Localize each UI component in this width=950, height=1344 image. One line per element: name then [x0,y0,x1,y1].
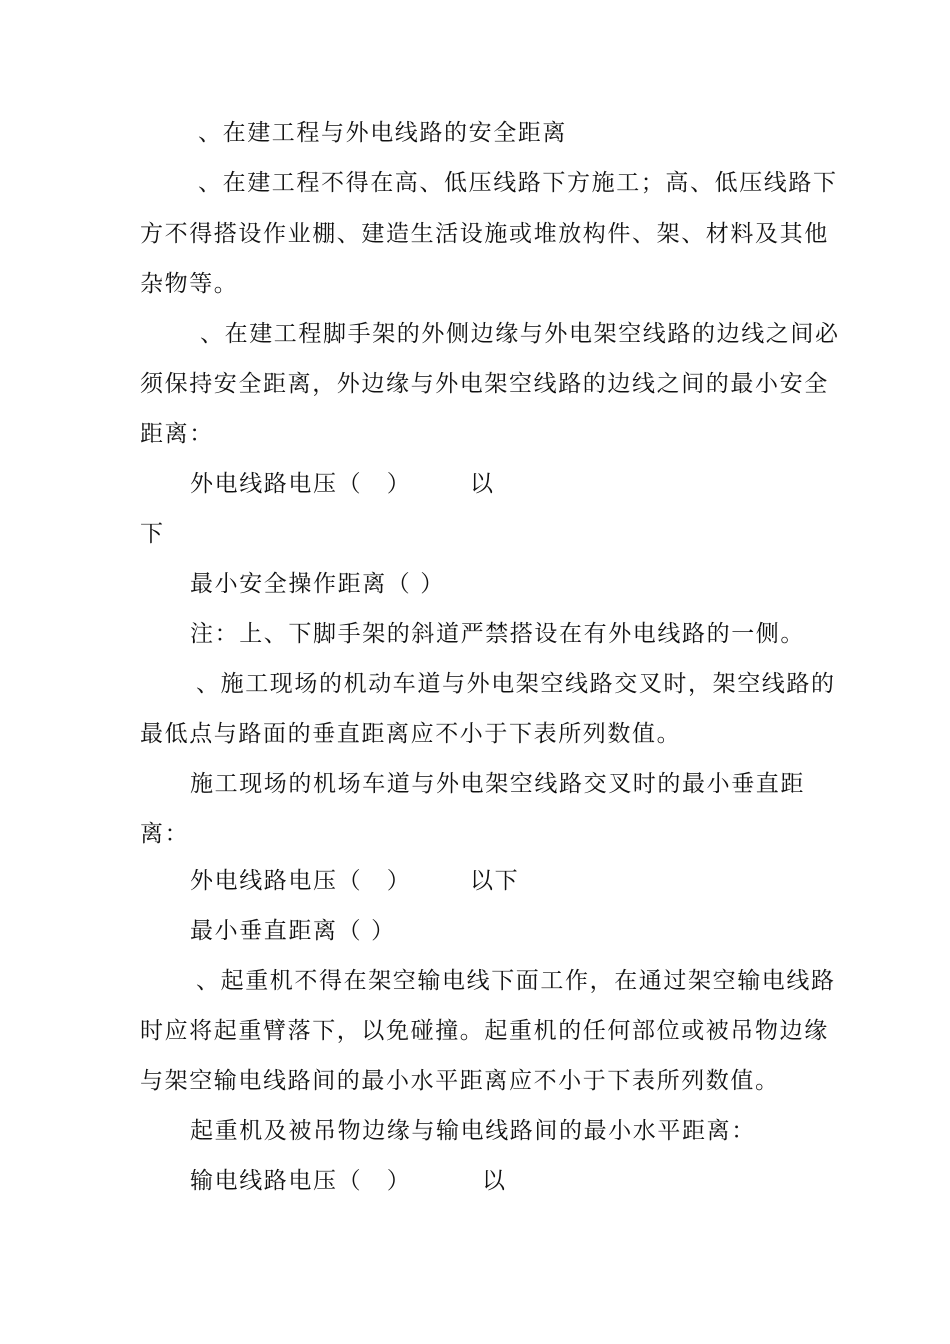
table-row-value: 以 [482,1168,507,1194]
table-row-value: 以 [470,471,495,497]
paragraph-line: 距离： [140,421,214,447]
paragraph-line: 须保持安全距离，外边缘与外电架空线路的边线之间的最小安全 [140,371,829,397]
paragraph-line: 与架空输电线路间的最小水平距离应不小于下表所列数值。 [140,1068,780,1094]
table-row-label: 最小垂直距离（ ） [190,918,396,944]
section-heading: 、在建工程与外电线路的安全距离 [198,120,567,146]
paragraph-line: 、施工现场的机动车道与外电架空线路交叉时，架空线路的 [196,671,836,697]
table-row-label: 外电线路电压（ ） [190,868,412,894]
note-line: 注：上、下脚手架的斜道严禁搭设在有外电线路的一侧。 [190,621,805,647]
paragraph-line: 杂物等。 [140,271,239,297]
paragraph-line: 方不得搭设作业棚、建造生活设施或堆放构件、架、材料及其他 [140,221,829,247]
table-row-label: 外电线路电压（ ） [190,471,412,497]
table-row-value: 以下 [470,868,520,894]
table-row-label: 最小安全操作距离（ ） [190,571,445,597]
table-row-label: 输电线路电压（ ） [190,1168,412,1194]
table-caption: 离： [140,821,190,847]
table-row-value: 下 [140,521,165,547]
paragraph-line: 最低点与路面的垂直距离应不小于下表所列数值。 [140,721,682,747]
table-caption: 施工现场的机场车道与外电架空线路交叉时的最小垂直距 [190,771,805,797]
table-caption: 起重机及被吊物边缘与输电线路间的最小水平距离： [190,1118,756,1144]
paragraph-line: 、在建工程不得在高、低压线路下方施工；高、低压线路下 [198,170,838,196]
paragraph-line: 、在建工程脚手架的外侧边缘与外电架空线路的边线之间必 [200,321,840,347]
paragraph-line: 、起重机不得在架空输电线下面工作，在通过架空输电线路 [196,968,836,994]
paragraph-line: 时应将起重臂落下，以免碰撞。起重机的任何部位或被吊物边缘 [140,1018,829,1044]
